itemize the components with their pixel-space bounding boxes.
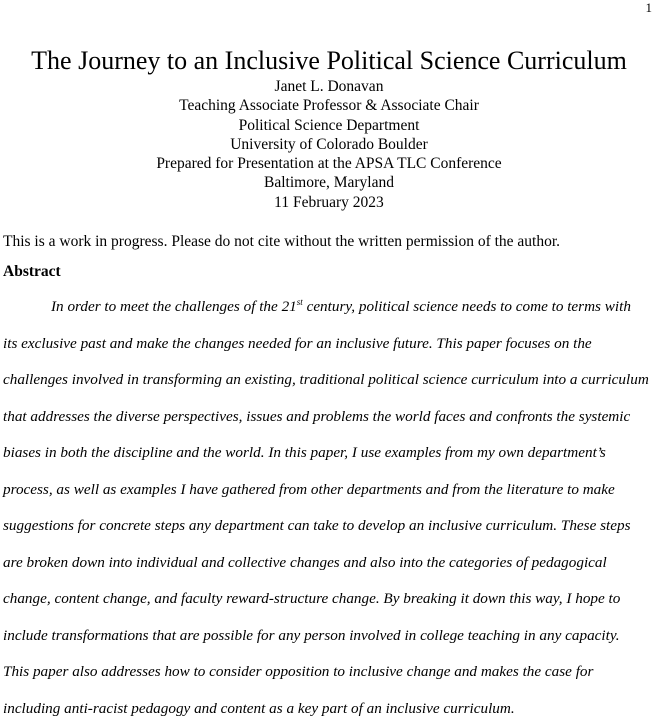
abstract-line: challenges involved in transforming an existing, traditional political science curriculum into a curriculum	[3, 362, 655, 399]
conference-note: Prepared for Presentation at the APSA TLC Conference	[0, 154, 658, 173]
abstract-line: change, content change, and faculty reward-structure change. By breaking it down this way, I hope to	[3, 581, 655, 618]
author-name: Janet L. Donavan	[0, 77, 658, 96]
paper-title: The Journey to an Inclusive Political Science Curriculum	[0, 45, 658, 77]
abstract-line: This paper also addresses how to consider opposition to inclusive change and makes the case for	[3, 654, 655, 691]
author-position: Teaching Associate Professor & Associate Chair	[0, 96, 658, 115]
abstract-line: biases in both the discipline and the world. In this paper, I use examples from my own department’s	[3, 435, 655, 472]
page-number: 1	[646, 0, 653, 16]
abstract-heading: Abstract	[3, 262, 61, 281]
abstract-line: suggestions for concrete steps any department can take to develop an inclusive curriculum. These steps	[3, 508, 655, 545]
conference-location: Baltimore, Maryland	[0, 173, 658, 192]
abstract-first-line-start: In order to meet the challenges of the 21	[51, 298, 297, 315]
abstract-body	[3, 289, 655, 727]
abstract-line: its exclusive past and make the changes needed for an inclusive future. This paper focuses on the	[3, 326, 655, 363]
abstract-line	[3, 289, 655, 326]
abstract-line: including anti-racist pedagogy and content as a key part of an inclusive curriculum.	[3, 691, 655, 727]
ordinal-superscript: st	[297, 297, 303, 307]
abstract-line: process, as well as examples I have gathered from other departments and from the literature to make	[3, 472, 655, 509]
abstract-line: are broken down into individual and collective changes and also into the categories of pedagogical	[3, 545, 655, 582]
abstract-first-line-end: century, political science needs to come to terms with	[303, 298, 631, 315]
citation-disclaimer: This is a work in progress. Please do not cite without the written permission of the author.	[3, 232, 653, 251]
conference-date: 11 February 2023	[0, 193, 658, 212]
abstract-line: include transformations that are possible for any person involved in college teaching in any capacity.	[3, 618, 655, 655]
abstract-line: that addresses the diverse perspectives, issues and problems the world faces and confronts the systemic	[3, 399, 655, 436]
author-university: University of Colorado Boulder	[0, 135, 658, 154]
title-block	[0, 45, 658, 212]
author-department: Political Science Department	[0, 116, 658, 135]
